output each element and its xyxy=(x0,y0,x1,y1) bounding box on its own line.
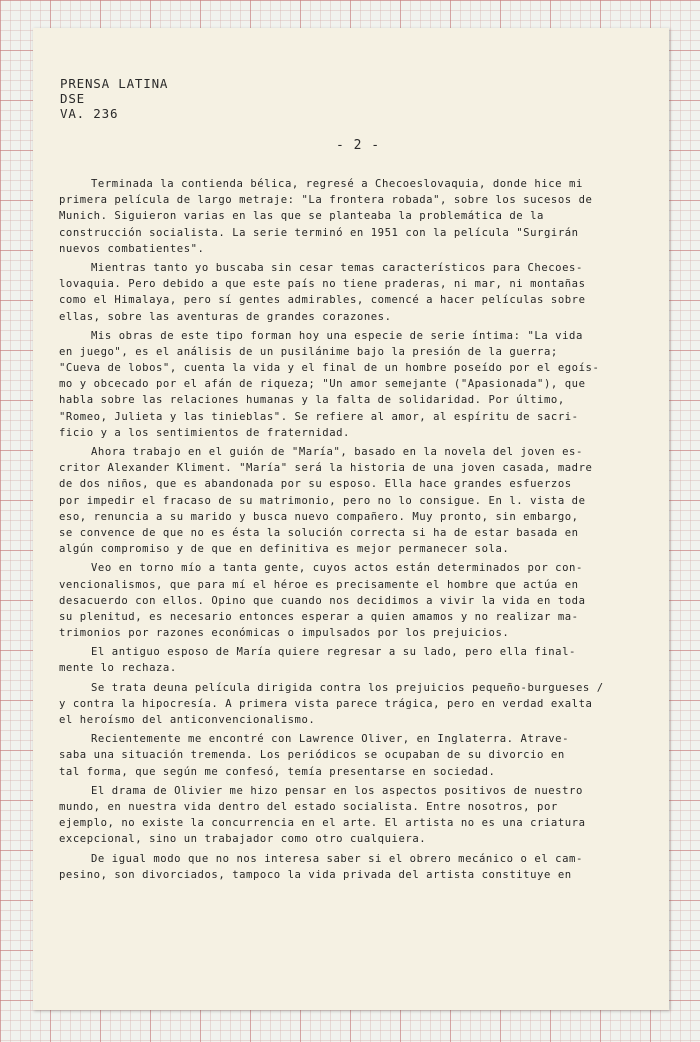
text-line: El drama de Olivier me hizo pensar en los aspectos positivos de nuestro xyxy=(91,784,583,797)
text-line: Se trata deuna película dirigida contra los prejuicios pequeño-burgueses / xyxy=(91,681,604,694)
header-line: PRENSA LATINA xyxy=(60,76,169,91)
text-line: su plenitud, es necesario entonces esperar a quien amamos y no realizar ma- xyxy=(59,610,579,623)
text-line: Veo en torno mío a tanta gente, cuyos actos están determinados por con- xyxy=(91,562,583,575)
text-line: tal forma, que según me confesó, temía presentarse en sociedad. xyxy=(59,765,496,778)
text-line: vencionalismos, que para mí el héroe es precisamente el hombre que actúa en xyxy=(59,578,579,591)
text-line: ficio y a los sentimientos de fraternidad. xyxy=(59,426,350,439)
header-line: VA. 236 xyxy=(60,106,119,121)
text-line: pesino, son divorciados, tampoco la vida privada del artista constituye en xyxy=(59,868,572,881)
text-line: el heroísmo del anticonvencionalismo. xyxy=(59,714,316,726)
text-line: mo y obcecado por el afán de riqueza; "Un amor semejante ("Apasionada"), que xyxy=(59,378,586,391)
text-line: en juego", es el análisis de un pusilánime bajo la presión de la guerra; xyxy=(59,345,558,358)
header-line: DSE xyxy=(60,91,85,106)
text-line: El antiguo esposo de María quiere regresar a su lado, pero ella final- xyxy=(91,646,576,659)
text-line: ellas, sobre las aventuras de grandes corazones. xyxy=(59,310,392,323)
text-line: como el Himalaya, pero sí gentes admirables, comencé a hacer películas sobre xyxy=(59,294,586,307)
text-line: lovaquia. Pero debido a que este país no tiene praderas, ni mar, ni montañas xyxy=(59,278,586,291)
text-line: construcción socialista. La serie terminó en 1951 con la película "Surgirán xyxy=(59,226,579,239)
text-line: critor Alexander Kliment. "María" será la historia de una joven casada, madre xyxy=(59,462,593,475)
text-line: desacuerdo con ellos. Opino que cuando nos decidimos a vivir la vida en toda xyxy=(59,594,586,607)
text-line: habla sobre las relaciones humanas y la falta de solidaridad. Por último, xyxy=(59,394,565,407)
text-line: primera película de largo metraje: "La frontera robada", sobre los sucesos de xyxy=(59,194,593,207)
page-number: - 2 - xyxy=(336,138,381,153)
text-line: por impedir el fracaso de su matrimonio, pero no lo consigue. En l. vista de xyxy=(59,494,586,507)
text-line: y contra la hipocresía. A primera vista parece trágica, pero en verdad exalta xyxy=(59,697,593,710)
text-line: De igual modo que no nos interesa saber si el obrero mecánico o el cam- xyxy=(91,852,583,865)
text-line: trimonios por razones económicas o impulsados por los prejuicios. xyxy=(59,627,510,640)
text-line: Terminada la contienda bélica, regresé a Checoeslovaquia, donde hice mi xyxy=(91,178,583,190)
text-line: eso, renuncia a su marido y busca nuevo compañero. Muy pronto, sin embargo, xyxy=(59,510,579,523)
text-line: algún compromiso y de que en definitiva es mejor permanecer sola. xyxy=(59,543,510,556)
text-line: Mientras tanto yo buscaba sin cesar temas característicos para Checoes- xyxy=(91,261,583,274)
text-line: Mis obras de este tipo forman hoy una especie de serie íntima: "La vida xyxy=(91,329,583,342)
text-line: mente lo rechaza. xyxy=(59,662,177,675)
text-line: saba una situación tremenda. Los periódicos se ocupaban de su divorcio en xyxy=(59,749,565,762)
agency-header xyxy=(60,76,168,121)
text-line: "Cueva de lobos", cuenta la vida y el final de un hombre poseído por el egoís- xyxy=(59,362,600,375)
text-line: de dos niños, que es abandonada por su esposo. Ella hace grandes esfuerzos xyxy=(59,478,572,491)
text-line: excepcional, sino un trabajador como otro cualquiera. xyxy=(59,833,427,846)
text-line: mundo, en nuestra vida dentro del estado socialista. Entre nosotros, por xyxy=(59,800,558,813)
text-line: se convence de que no es ésta la solución correcta si ha de estar basada en xyxy=(59,526,579,539)
text-line: ejemplo, no existe la concurrencia en el arte. El artista no es una criatura xyxy=(59,817,586,830)
text-line: nuevos combatientes". xyxy=(59,242,205,255)
text-line: Munich. Siguieron varias en las que se planteaba la problemática de la xyxy=(59,210,544,223)
text-line: Recientemente me encontré con Lawrence Oliver, en Inglaterra. Atrave- xyxy=(91,733,570,746)
text-line: "Romeo, Julieta y las tinieblas". Se refiere al amor, al espíritu de sacri- xyxy=(59,410,579,423)
text-line: Ahora trabajo en el guión de "María", basado en la novela del joven es- xyxy=(91,446,583,458)
body-text xyxy=(59,176,639,883)
